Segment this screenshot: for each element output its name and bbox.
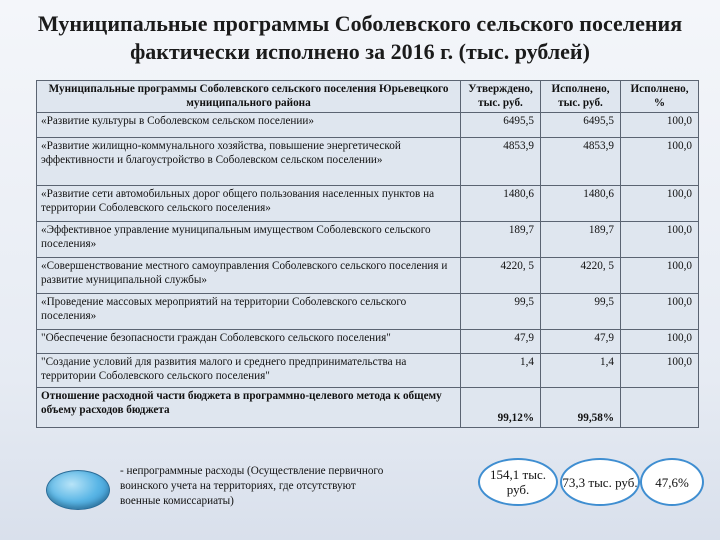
nonprogram-percent-bubble: 47,6% [640,458,704,506]
percent-value: 100,0 [621,113,699,138]
header-percent: Исполнено, % [621,81,699,113]
table-row [37,222,699,258]
header-program: Муниципальные программы Соболевского сельского поселения Юрьевецкого муниципального района [37,81,461,113]
summary-percent [621,388,699,428]
executed-value: 99,5 [541,294,621,330]
program-name: "Создание условий для развития малого и среднего предпринимательства на территории Соболевского сельского поселения" [37,354,461,388]
executed-value: 6495,5 [541,113,621,138]
percent-value: 100,0 [621,294,699,330]
program-name: «Развитие жилищно-коммунального хозяйства, повышение энергетической эффективности и благоустройство в Соболевском сельском поселении» [37,138,461,186]
program-name: "Обеспечение безопасности граждан Соболевского сельского поселения" [37,330,461,354]
nonprogram-executed-bubble: 73,3 тыс. руб. [560,458,640,506]
table-header-row [37,81,699,113]
program-name: «Проведение массовых мероприятий на территории Соболевского сельского поселения» [37,294,461,330]
percent-value: 100,0 [621,222,699,258]
approved-value: 1480,6 [461,186,541,222]
percent-value: 100,0 [621,138,699,186]
table-row [37,138,699,186]
program-name: «Развитие сети автомобильных дорог общего пользования населенных пунктов на территории Соболевского сельского поселения» [37,186,461,222]
approved-value: 4220, 5 [461,258,541,294]
table-row [37,354,699,388]
executed-value: 4853,9 [541,138,621,186]
table-row [37,186,699,222]
table-row [37,294,699,330]
programs-table [36,80,699,428]
oval-button[interactable] [46,470,110,510]
page-title: Муниципальные программы Соболевского сельского поселения фактически исполнено за 2016 г. (тыс. рублей) [37,11,683,64]
nonprogram-section [36,452,698,532]
approved-value: 189,7 [461,222,541,258]
nonprogram-approved-bubble: 154,1 тыс. руб. [478,458,558,506]
summary-executed: 99,58% [541,388,621,428]
approved-value: 4853,9 [461,138,541,186]
program-name: «Развитие культуры в Соболевском сельском поселении» [37,113,461,138]
summary-approved: 99,12% [461,388,541,428]
table-row [37,330,699,354]
approved-value: 47,9 [461,330,541,354]
approved-value: 99,5 [461,294,541,330]
header-executed: Исполнено, тыс. руб. [541,81,621,113]
programs-table-container [36,80,698,428]
approved-value: 6495,5 [461,113,541,138]
table-row [37,258,699,294]
percent-value: 100,0 [621,258,699,294]
nonprogram-text: - непрограммные расходы (Осуществление первичного воинского учета на территориях, где отсутствуют военные комиссариаты) [120,465,384,507]
executed-value: 1480,6 [541,186,621,222]
program-name: «Совершенствование местного самоуправления Соболевского сельского поселения и развитие муниципальной службы» [37,258,461,294]
header-approved: Утверждено, тыс. руб. [461,81,541,113]
percent-value: 100,0 [621,330,699,354]
summary-row [37,388,699,428]
executed-value: 47,9 [541,330,621,354]
table-row [37,113,699,138]
executed-value: 189,7 [541,222,621,258]
approved-value: 1,4 [461,354,541,388]
executed-value: 1,4 [541,354,621,388]
summary-label: Отношение расходной части бюджета в программно-целевого метода к общему объему расходов бюджета [37,388,461,428]
percent-value: 100,0 [621,186,699,222]
program-name: «Эффективное управление муниципальным имуществом Соболевского сельского поселения» [37,222,461,258]
percent-value: 100,0 [621,354,699,388]
executed-value: 4220, 5 [541,258,621,294]
